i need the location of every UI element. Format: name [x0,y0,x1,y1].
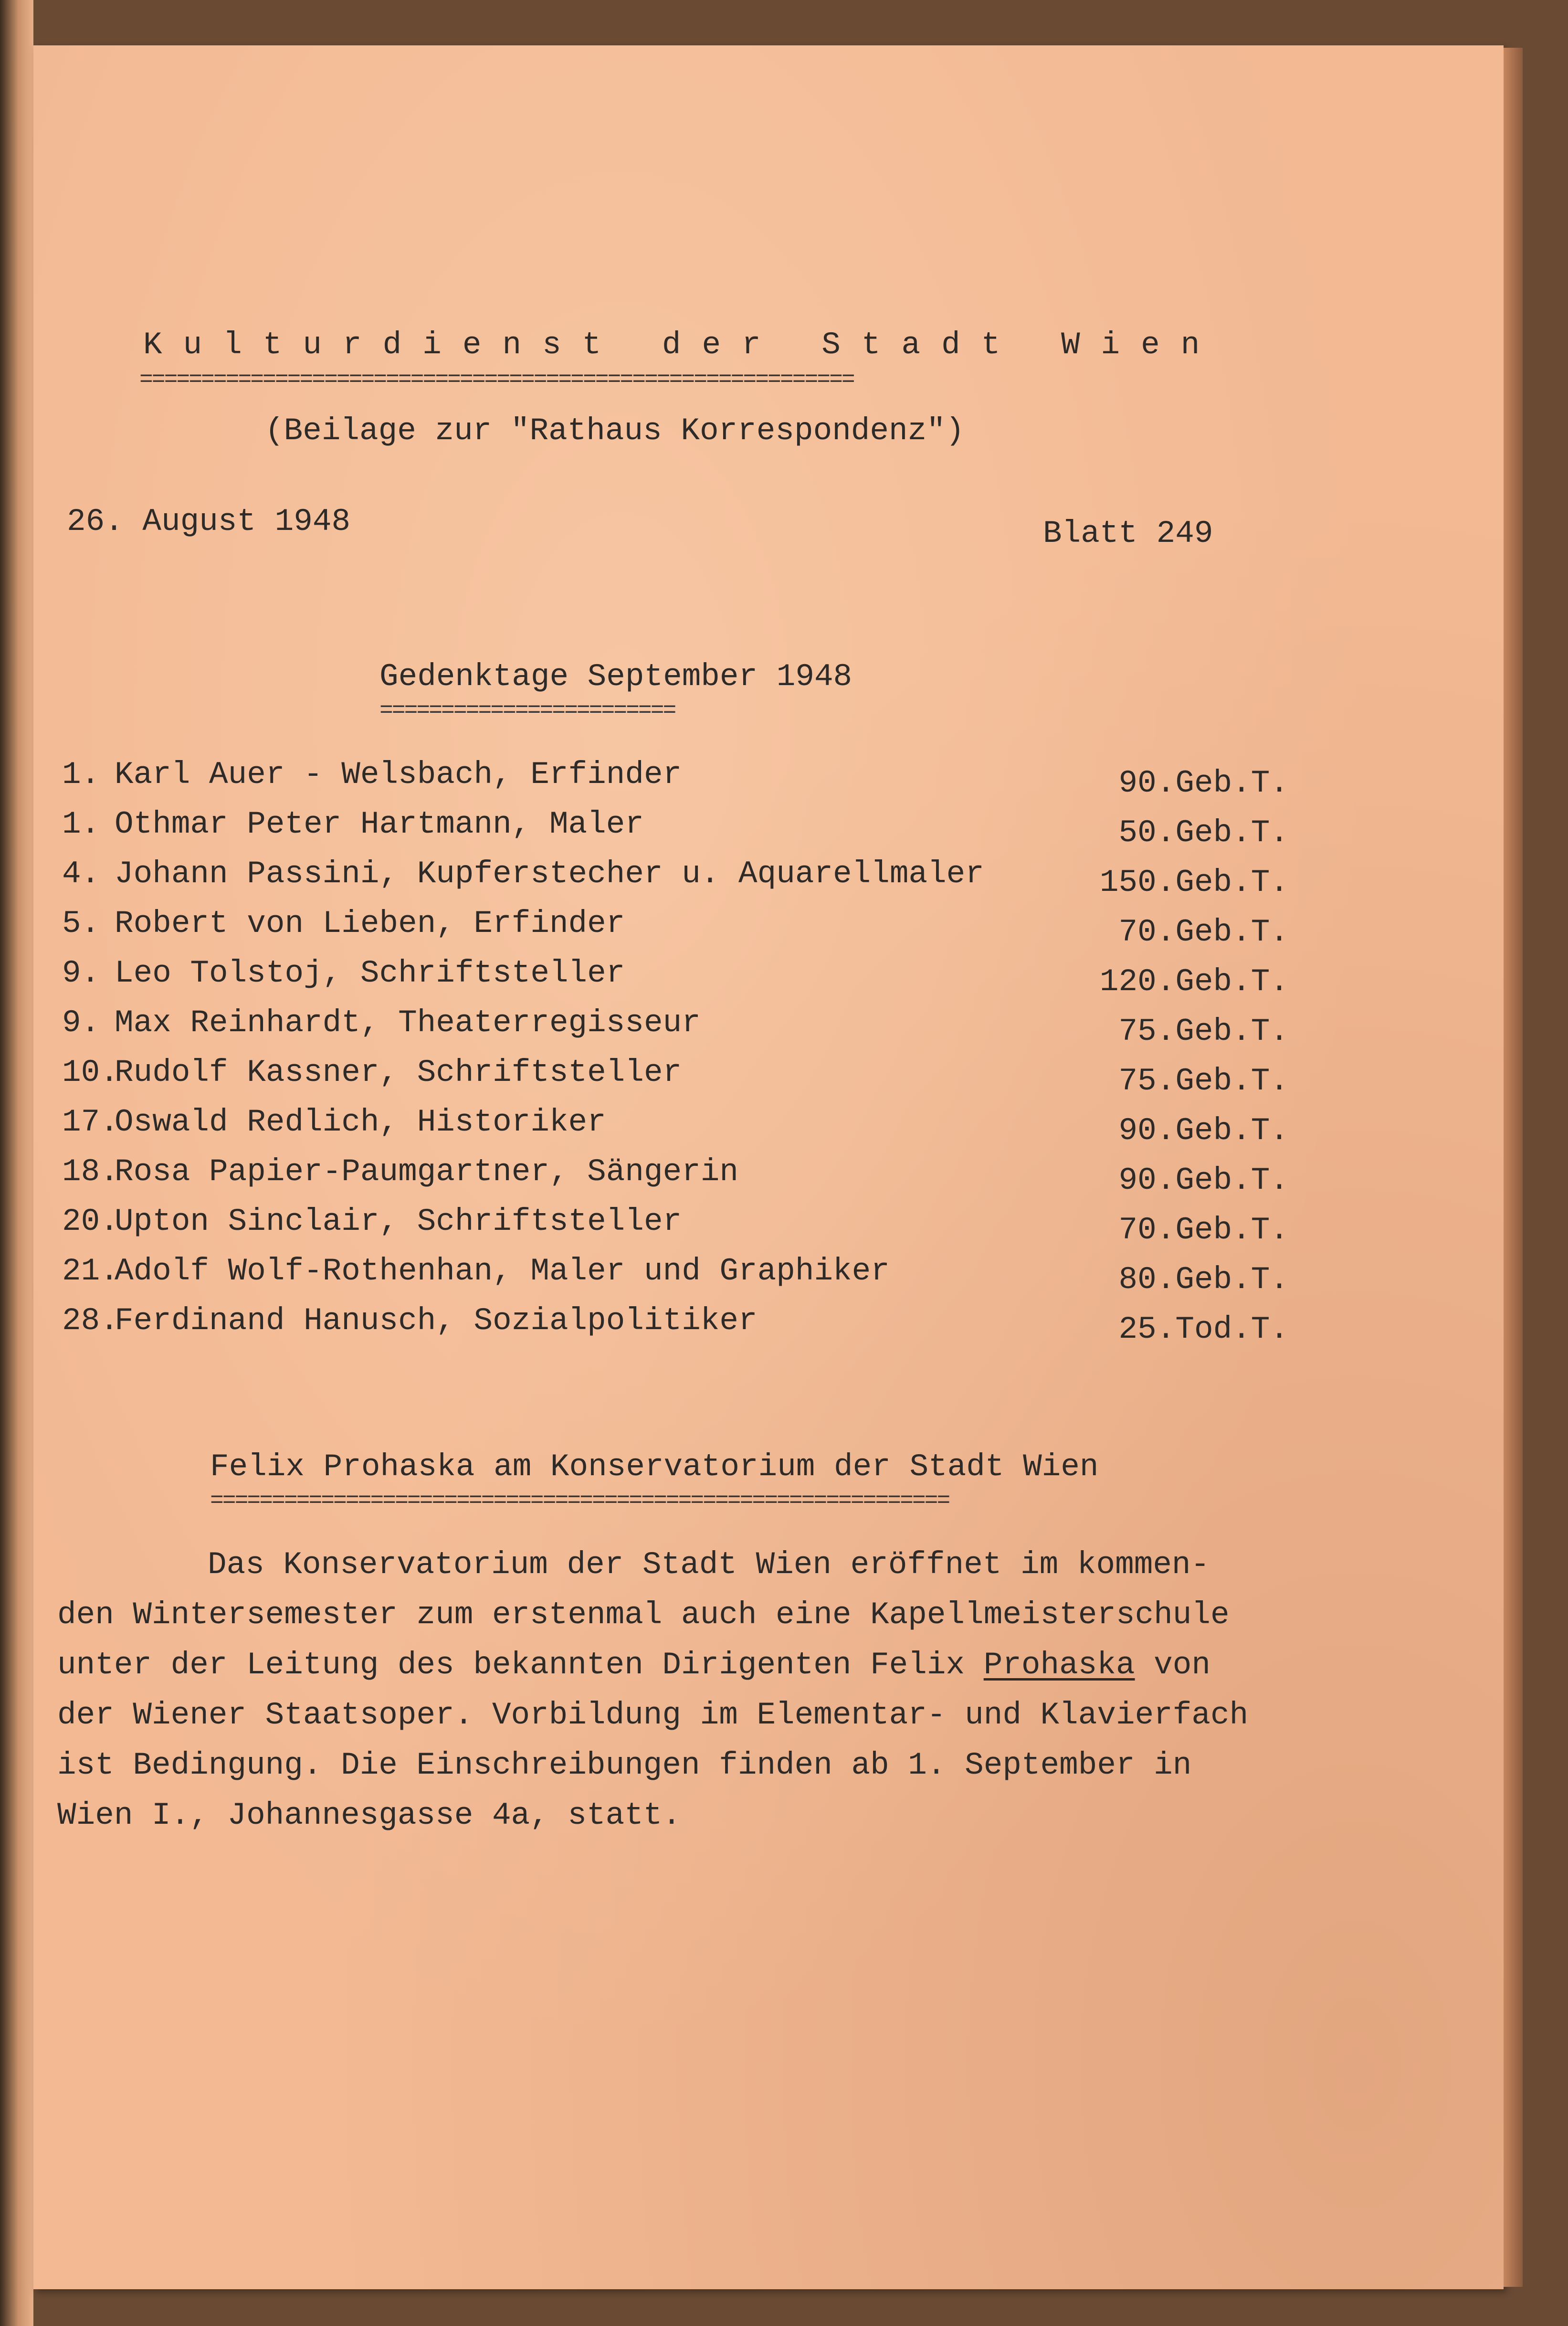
anniversary-value: 90.Geb.T. [1118,765,1289,801]
anniversaries-rule: ======================== [379,698,675,724]
anniversary-day: 4. [62,856,100,892]
anniversary-value: 120.Geb.T. [1099,964,1289,1000]
left-page-edge [0,0,33,2326]
title-rule: ========================================================== [139,367,854,393]
anniversary-value: 90.Geb.T. [1118,1163,1289,1198]
article-line: der Wiener Staatsoper. Vorbildung im Elementar- und Klavierfach [57,1697,1249,1733]
article-rule: ============================================================ [210,1488,949,1514]
anniversary-entry: Ferdinand Hanusch, Sozialpolitiker [115,1303,758,1339]
anniversaries-heading: Gedenktage September 1948 [379,659,852,695]
article-line: Wien I., Johannesgasse 4a, statt. [57,1797,682,1833]
anniversary-day: 9. [62,1005,100,1041]
article-line-text: unter der Leitung des bekannten Dirigenten Felix [57,1647,984,1683]
article-line-tail: von [1135,1647,1211,1683]
anniversary-value: 90.Geb.T. [1118,1113,1289,1149]
anniversary-value: 70.Geb.T. [1118,914,1289,950]
anniversary-entry: Max Reinhardt, Theaterregisseur [115,1005,701,1041]
page-edge [1504,48,1523,2287]
anniversary-entry: Adolf Wolf-Rothenhan, Maler und Graphiker [115,1253,890,1289]
anniversary-value: 75.Geb.T. [1118,1063,1289,1099]
anniversary-day: 17. [62,1104,119,1140]
anniversary-day: 18. [62,1154,119,1190]
anniversary-value: 50.Geb.T. [1118,815,1289,851]
anniversary-day: 28. [62,1303,119,1339]
article-line: ist Bedingung. Die Einschreibungen finden ab 1. September in [57,1747,1192,1783]
anniversary-entry: Othmar Peter Hartmann, Maler [115,806,644,842]
anniversary-entry: Karl Auer - Welsbach, Erfinder [115,757,682,793]
anniversary-entry: Oswald Redlich, Historiker [115,1104,606,1140]
anniversary-value: 25.Tod.T. [1118,1311,1289,1347]
article-line: Das Konservatorium der Stadt Wien eröffnet im kommen- [208,1547,1210,1583]
anniversary-entry: Rosa Papier-Paumgartner, Sängerin [115,1154,739,1190]
anniversary-value: 150.Geb.T. [1099,865,1289,900]
anniversary-day: 9. [62,955,100,991]
conductor-name: Prohaska [983,1647,1135,1683]
anniversary-day: 10. [62,1055,119,1090]
anniversary-day: 21. [62,1253,119,1289]
anniversary-value: 70.Geb.T. [1118,1212,1289,1248]
sheet-number: Blatt 249 [1043,516,1213,551]
document-subtitle: (Beilage zur "Rathaus Korrespondenz") [265,413,965,449]
anniversary-day: 1. [62,757,100,793]
anniversary-entry: Upton Sinclair, Schriftsteller [115,1204,682,1239]
anniversary-value: 75.Geb.T. [1118,1014,1289,1049]
anniversary-day: 20. [62,1204,119,1239]
anniversary-entry: Johann Passini, Kupferstecher u. Aquarellmaler [115,856,984,892]
anniversary-entry: Robert von Lieben, Erfinder [115,906,625,941]
article-heading: Felix Prohaska am Konservatorium der Stadt Wien [210,1449,1099,1485]
anniversary-entry: Leo Tolstoj, Schriftsteller [115,955,625,991]
article-line [57,1649,1210,1681]
anniversary-day: 5. [62,906,100,941]
document-date: 26. August 1948 [67,504,351,539]
anniversary-value: 80.Geb.T. [1118,1262,1289,1298]
article-line: den Wintersemester zum erstenmal auch eine Kapellmeisterschule [57,1597,1230,1633]
document-title: Kulturdienst der Stadt Wien [143,327,1221,363]
anniversary-day: 1. [62,806,100,842]
anniversary-entry: Rudolf Kassner, Schriftsteller [115,1055,682,1090]
